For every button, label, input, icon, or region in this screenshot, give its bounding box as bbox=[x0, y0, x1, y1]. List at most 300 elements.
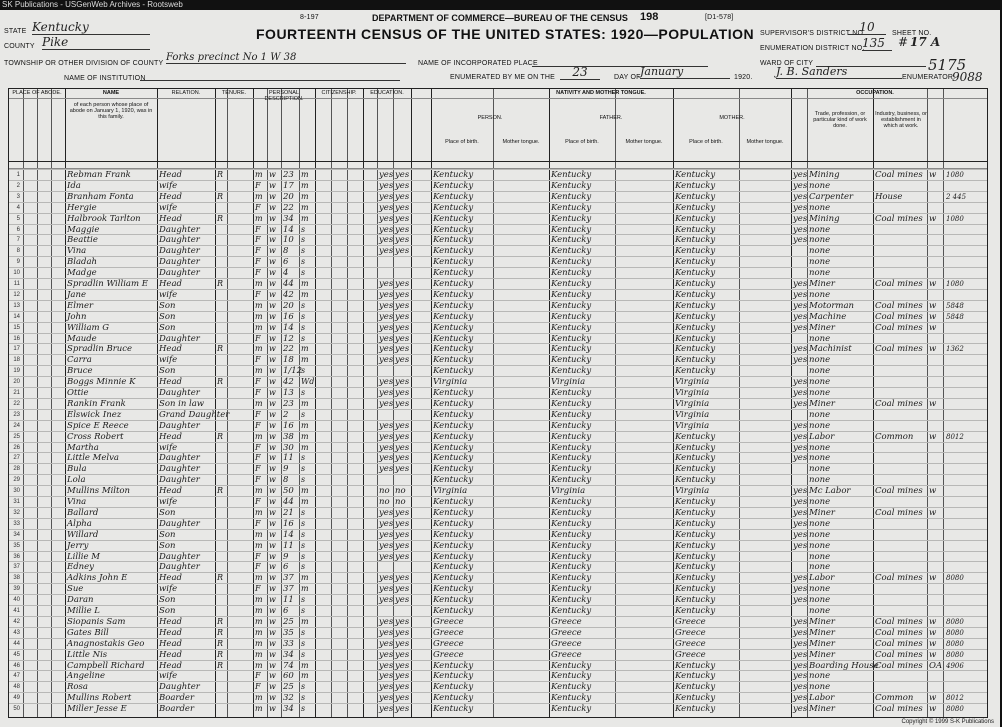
cell-ed1: yes bbox=[379, 704, 394, 715]
cell-mar: m bbox=[301, 671, 309, 681]
cell-fbp: Kentucky bbox=[551, 453, 592, 464]
cell-mbp: Kentucky bbox=[675, 453, 716, 464]
cell-rc: 4906 bbox=[946, 661, 964, 670]
cell-race: w bbox=[269, 529, 276, 539]
cell-race: w bbox=[269, 213, 276, 223]
corner-number-2: 9088 bbox=[952, 70, 983, 84]
cell-ed1: yes bbox=[379, 333, 394, 344]
cell-age: 34 bbox=[283, 704, 294, 715]
cell-sex: m bbox=[255, 627, 263, 637]
cell-name: Maude bbox=[67, 333, 97, 344]
cell-ed2: yes bbox=[395, 322, 410, 333]
cell-ed1: yes bbox=[379, 660, 394, 671]
cell-mar: m bbox=[301, 289, 309, 299]
cell-fbp: Kentucky bbox=[551, 235, 592, 246]
cell-mbp: Kentucky bbox=[675, 584, 716, 595]
cell-sex: m bbox=[255, 638, 263, 648]
cell-bp: Kentucky bbox=[433, 518, 474, 529]
header-nativity: NATIVITY AND MOTHER TONGUE. bbox=[556, 90, 646, 96]
cell-ed1: yes bbox=[379, 649, 394, 660]
cell-race: w bbox=[269, 595, 276, 605]
cell-rel: Grand Daughter bbox=[159, 409, 230, 420]
cell-mar: s bbox=[301, 311, 306, 321]
cell-trade: none bbox=[809, 388, 831, 398]
cell-ed2: yes bbox=[395, 300, 410, 311]
cell-ed1: yes bbox=[379, 584, 394, 595]
cell-trade: none bbox=[809, 409, 831, 420]
township-label: TOWNSHIP OR OTHER DIVISION OF COUNTY bbox=[4, 60, 164, 67]
cell-ind: Coal mines bbox=[875, 660, 923, 671]
cell-age: 74 bbox=[283, 660, 294, 671]
row-number: 26 bbox=[13, 444, 20, 451]
cell-trade: none bbox=[809, 235, 831, 246]
cell-ed1: yes bbox=[379, 638, 394, 649]
cell-trade: none bbox=[809, 442, 831, 453]
header-mother: MOTHER. bbox=[719, 115, 745, 121]
cell-ed2: yes bbox=[395, 627, 410, 638]
row-number: 19 bbox=[13, 368, 20, 375]
day-of-label: DAY OF bbox=[614, 74, 641, 81]
cell-cls: w bbox=[929, 170, 937, 180]
header-father-tongue: Mother tongue. bbox=[625, 139, 663, 145]
cell-trade: none bbox=[809, 180, 831, 191]
cell-rel: Daughter bbox=[159, 388, 200, 398]
cell-trade: none bbox=[809, 224, 831, 235]
cell-rel: wife bbox=[159, 497, 178, 507]
cell-mar: m bbox=[301, 202, 309, 212]
cell-name: Jane bbox=[67, 289, 86, 300]
header-relation: RELATION. bbox=[171, 90, 201, 96]
cell-bp: Kentucky bbox=[433, 420, 474, 431]
cell-rel: wife bbox=[159, 671, 178, 682]
cell-ten: R bbox=[217, 213, 224, 223]
cell-ed2: yes bbox=[395, 671, 410, 682]
cell-name: Miller Jesse E bbox=[67, 704, 127, 715]
cell-trade: Miner bbox=[809, 704, 835, 715]
cell-fbp: Kentucky bbox=[551, 464, 592, 475]
header-personal: PERSONAL DESCRIPTION. bbox=[264, 90, 304, 102]
cell-sex: F bbox=[255, 682, 261, 692]
cell-race: w bbox=[269, 268, 276, 278]
cell-age: 37 bbox=[283, 573, 294, 584]
cell-rel: Daughter bbox=[159, 257, 200, 268]
cell-ed1: yes bbox=[379, 671, 394, 682]
cell-name: Spradlin Bruce bbox=[67, 344, 133, 355]
row-number: 9 bbox=[16, 259, 20, 266]
cell-mbp: Kentucky bbox=[675, 431, 716, 442]
header-mother-birth: Place of birth. bbox=[689, 139, 723, 145]
cell-eng: yes bbox=[793, 518, 808, 529]
cell-mar: s bbox=[301, 682, 306, 692]
form-code: [D1-578] bbox=[705, 14, 734, 21]
row-number: 44 bbox=[13, 640, 20, 647]
cell-ed1: yes bbox=[379, 180, 394, 191]
cell-ed1: yes bbox=[379, 573, 394, 584]
cell-bp: Kentucky bbox=[433, 682, 474, 693]
cell-rc: 1080 bbox=[946, 280, 964, 288]
cell-age: 16 bbox=[283, 311, 294, 322]
header-person-birth: Place of birth. bbox=[445, 139, 479, 145]
sheet-value: 17 A bbox=[910, 35, 941, 49]
cell-eng: yes bbox=[793, 180, 808, 191]
cell-ed2: no bbox=[395, 497, 406, 507]
cell-cls: w bbox=[929, 300, 937, 311]
cell-rel: Head bbox=[159, 191, 182, 202]
row-number: 47 bbox=[13, 673, 20, 680]
cell-fbp: Kentucky bbox=[551, 431, 592, 442]
cell-rel: Daughter bbox=[159, 246, 200, 257]
cell-mar: Wd bbox=[301, 377, 315, 387]
cell-fbp: Kentucky bbox=[551, 704, 592, 715]
cell-cls: OA bbox=[929, 660, 943, 671]
cell-trade: none bbox=[809, 497, 831, 507]
cell-mbp: Kentucky bbox=[675, 344, 716, 355]
cell-bp: Kentucky bbox=[433, 584, 474, 595]
cell-trade: none bbox=[809, 377, 831, 388]
cell-rc: 8012 bbox=[946, 694, 964, 703]
cell-ed2: yes bbox=[395, 453, 410, 464]
row-number: 24 bbox=[13, 422, 20, 429]
cell-ed1: yes bbox=[379, 279, 394, 289]
cell-ed2: yes bbox=[395, 660, 410, 671]
cell-ed2: yes bbox=[395, 279, 410, 289]
cell-ind: Coal mines bbox=[875, 279, 923, 289]
cell-ten: R bbox=[217, 616, 224, 626]
cell-mbp: Greece bbox=[675, 649, 706, 660]
cell-mbp: Kentucky bbox=[675, 442, 716, 453]
page-title: FOURTEENTH CENSUS OF THE UNITED STATES: 1920—POPULATION bbox=[256, 26, 755, 42]
cell-ten: R bbox=[217, 170, 224, 179]
cell-fbp: Kentucky bbox=[551, 606, 592, 616]
cell-rel: wife bbox=[159, 202, 178, 213]
cell-fbp: Kentucky bbox=[551, 584, 592, 595]
cell-fbp: Greece bbox=[551, 649, 582, 660]
county-value: Pike bbox=[42, 35, 150, 50]
cell-eng: yes bbox=[793, 377, 808, 388]
cell-cls: w bbox=[929, 507, 937, 518]
cell-sex: m bbox=[255, 606, 263, 615]
cell-sex: m bbox=[255, 213, 263, 223]
cell-cls: w bbox=[929, 693, 937, 704]
cell-cls: w bbox=[929, 279, 937, 289]
cell-ten: R bbox=[217, 573, 224, 583]
cell-cls: w bbox=[929, 486, 937, 497]
incorporated-label: NAME OF INCORPORATED PLACE bbox=[418, 60, 538, 67]
cell-eng: yes bbox=[793, 388, 808, 398]
cell-mbp: Virginia bbox=[675, 377, 710, 388]
cell-race: w bbox=[269, 562, 276, 572]
cell-bp: Kentucky bbox=[433, 235, 474, 246]
cell-fbp: Greece bbox=[551, 638, 582, 649]
cell-mar: m bbox=[301, 398, 309, 408]
form-number: 8-197 bbox=[300, 14, 319, 21]
cell-sex: F bbox=[255, 224, 261, 234]
cell-sex: F bbox=[255, 475, 261, 485]
cell-fbp: Virginia bbox=[551, 377, 586, 388]
cell-rel: Head bbox=[159, 344, 182, 355]
cell-mar: s bbox=[301, 540, 306, 550]
cell-ten: R bbox=[217, 344, 224, 354]
cell-race: w bbox=[269, 497, 276, 506]
cell-rc: 1080 bbox=[946, 214, 964, 223]
cell-eng: yes bbox=[793, 529, 808, 540]
cell-name: Branham Fonta bbox=[67, 191, 134, 202]
cell-fbp: Kentucky bbox=[551, 562, 592, 573]
enumerated-month: January bbox=[640, 65, 730, 79]
cell-fbp: Kentucky bbox=[551, 595, 592, 606]
cell-name: Siopanis Sam bbox=[67, 616, 126, 627]
cell-age: 20 bbox=[283, 191, 294, 202]
cell-mbp: Virginia bbox=[675, 388, 710, 398]
cell-age: 33 bbox=[283, 638, 294, 649]
cell-eng: yes bbox=[793, 540, 808, 551]
cell-rel: Head bbox=[159, 649, 182, 660]
cell-mar: s bbox=[301, 388, 306, 397]
cell-sex: m bbox=[255, 486, 263, 496]
cell-sex: m bbox=[255, 431, 263, 441]
cell-cls: w bbox=[929, 573, 937, 584]
cell-ed2: yes bbox=[395, 616, 410, 627]
cell-race: w bbox=[269, 573, 276, 583]
cell-mar: s bbox=[301, 268, 306, 278]
ward-label: WARD OF CITY bbox=[760, 60, 814, 67]
cell-mbp: Kentucky bbox=[675, 595, 716, 606]
cell-fbp: Kentucky bbox=[551, 507, 592, 518]
cell-mbp: Kentucky bbox=[675, 475, 716, 486]
cell-race: w bbox=[269, 355, 276, 365]
cell-fbp: Kentucky bbox=[551, 268, 592, 279]
cell-mbp: Greece bbox=[675, 616, 706, 627]
cell-mar: m bbox=[301, 486, 309, 496]
cell-rel: Head bbox=[159, 431, 182, 442]
row-number: 14 bbox=[13, 313, 20, 320]
cell-ed2: yes bbox=[395, 540, 410, 551]
cell-sex: m bbox=[255, 279, 263, 288]
cell-trade: none bbox=[809, 355, 831, 366]
cell-name: Carra bbox=[67, 355, 92, 366]
cell-name: Rosa bbox=[67, 682, 88, 693]
cell-trade: none bbox=[809, 289, 831, 300]
cell-ind: Coal mines bbox=[875, 213, 923, 224]
header-father-birth: Place of birth. bbox=[565, 139, 599, 145]
cell-sex: m bbox=[255, 191, 263, 201]
cell-mar: s bbox=[301, 475, 306, 485]
cell-name: Campbell Richard bbox=[67, 660, 145, 671]
cell-eng: yes bbox=[793, 202, 808, 213]
cell-mbp: Kentucky bbox=[675, 235, 716, 246]
cell-trade: none bbox=[809, 464, 831, 475]
cell-bp: Kentucky bbox=[433, 289, 474, 300]
supervisor-value: 10 bbox=[848, 20, 886, 35]
row-number: 10 bbox=[13, 270, 20, 277]
cell-ind: Coal mines bbox=[875, 638, 923, 649]
cell-trade: Labor bbox=[809, 573, 835, 584]
cell-rc: 8080 bbox=[946, 650, 964, 659]
cell-age: 2 bbox=[283, 409, 289, 420]
cell-trade: Mining bbox=[809, 170, 840, 180]
institution-value bbox=[140, 68, 400, 81]
cell-race: w bbox=[269, 300, 276, 310]
cell-trade: Miner bbox=[809, 627, 835, 638]
row-number: 43 bbox=[13, 629, 20, 636]
cell-eng: yes bbox=[793, 289, 808, 300]
cell-ed1: yes bbox=[379, 682, 394, 693]
cell-ind: Coal mines bbox=[875, 322, 923, 333]
cell-rel: Daughter bbox=[159, 224, 200, 235]
cell-bp: Greece bbox=[433, 638, 464, 649]
cell-sex: F bbox=[255, 235, 261, 245]
cell-mar: s bbox=[301, 257, 306, 267]
cell-age: 9 bbox=[283, 551, 289, 562]
cell-rc: 8080 bbox=[946, 574, 964, 583]
cell-ed2: yes bbox=[395, 693, 410, 704]
cell-mbp: Kentucky bbox=[675, 507, 716, 518]
cell-bp: Kentucky bbox=[433, 507, 474, 518]
cell-ed1: yes bbox=[379, 595, 394, 606]
cell-mbp: Kentucky bbox=[675, 606, 716, 616]
cell-race: w bbox=[269, 170, 276, 179]
cell-eng: yes bbox=[793, 279, 808, 289]
cell-mbp: Kentucky bbox=[675, 268, 716, 279]
cell-race: w bbox=[269, 202, 276, 212]
cell-age: 10 bbox=[283, 235, 294, 246]
cell-trade: Miner bbox=[809, 649, 835, 660]
enumerated-day: 23 bbox=[560, 65, 600, 80]
cell-age: 9 bbox=[283, 464, 289, 475]
cell-ed1: yes bbox=[379, 551, 394, 562]
cell-ind: Coal mines bbox=[875, 170, 923, 180]
cell-rel: Son bbox=[159, 540, 176, 551]
cell-mar: s bbox=[301, 704, 306, 714]
cell-ed1: yes bbox=[379, 213, 394, 224]
cell-ed2: yes bbox=[395, 333, 410, 344]
cell-rel: wife bbox=[159, 584, 178, 595]
cell-ed2: yes bbox=[395, 202, 410, 213]
cell-rel: Son bbox=[159, 606, 176, 616]
cell-mar: s bbox=[301, 366, 306, 376]
cell-trade: Mining bbox=[809, 213, 840, 224]
row-number: 11 bbox=[13, 281, 20, 287]
cell-rel: Son bbox=[159, 366, 176, 377]
cell-bp: Kentucky bbox=[433, 671, 474, 682]
row-number: 40 bbox=[13, 597, 20, 604]
cell-ed2: yes bbox=[395, 551, 410, 562]
cell-cls: w bbox=[929, 627, 937, 638]
cell-age: 37 bbox=[283, 584, 294, 595]
cell-race: w bbox=[269, 693, 276, 703]
cell-ed2: yes bbox=[395, 311, 410, 322]
cell-sex: m bbox=[255, 170, 263, 179]
cell-age: 50 bbox=[283, 486, 294, 497]
cell-eng: yes bbox=[793, 660, 808, 671]
cell-rel: Daughter bbox=[159, 235, 200, 246]
cell-sex: F bbox=[255, 246, 261, 256]
cell-name: Elmer bbox=[67, 300, 94, 311]
cell-trade: none bbox=[809, 529, 831, 540]
cell-name: Elswick Inez bbox=[67, 409, 122, 420]
cell-mar: m bbox=[301, 584, 309, 594]
cell-mar: m bbox=[301, 497, 309, 506]
row-number: 42 bbox=[13, 618, 20, 625]
cell-mar: s bbox=[301, 551, 306, 561]
row-number: 4 bbox=[16, 204, 20, 211]
cell-fbp: Kentucky bbox=[551, 213, 592, 224]
cell-ten: R bbox=[217, 191, 224, 201]
cell-bp: Kentucky bbox=[433, 431, 474, 442]
cell-mar: m bbox=[301, 420, 309, 430]
cell-mar: m bbox=[301, 170, 309, 179]
cell-ed1: yes bbox=[379, 616, 394, 627]
cell-ed1: yes bbox=[379, 191, 394, 202]
row-number: 15 bbox=[13, 324, 20, 331]
cell-age: 6 bbox=[283, 562, 289, 573]
cell-fbp: Kentucky bbox=[551, 398, 592, 409]
cell-fbp: Kentucky bbox=[551, 540, 592, 551]
cell-rel: Son bbox=[159, 300, 176, 311]
cell-name: Halbrook Tarlton bbox=[67, 213, 141, 224]
cell-ed2: no bbox=[395, 486, 406, 497]
cell-sex: m bbox=[255, 507, 263, 517]
cell-ed2: yes bbox=[395, 682, 410, 693]
cell-trade: none bbox=[809, 595, 831, 606]
cell-name: Bladah bbox=[67, 257, 98, 268]
cell-eng: yes bbox=[793, 682, 808, 693]
cell-ed1: yes bbox=[379, 170, 394, 180]
cell-trade: none bbox=[809, 671, 831, 682]
header-industry: Industry, business, or establishment in which at work. bbox=[875, 111, 927, 129]
cell-eng: yes bbox=[793, 616, 808, 627]
cell-bp: Kentucky bbox=[433, 595, 474, 606]
cell-sex: F bbox=[255, 355, 261, 365]
cell-fbp: Kentucky bbox=[551, 333, 592, 344]
cell-ind: Coal mines bbox=[875, 486, 923, 497]
cell-ten: R bbox=[217, 627, 224, 637]
cell-rel: Head bbox=[159, 616, 182, 627]
cell-mar: s bbox=[301, 627, 306, 637]
cell-fbp: Kentucky bbox=[551, 671, 592, 682]
cell-bp: Kentucky bbox=[433, 497, 474, 507]
cell-bp: Kentucky bbox=[433, 202, 474, 213]
cell-mbp: Kentucky bbox=[675, 311, 716, 322]
cell-ed2: yes bbox=[395, 388, 410, 398]
cell-mbp: Kentucky bbox=[675, 289, 716, 300]
row-number: 45 bbox=[13, 651, 20, 658]
cell-eng: yes bbox=[793, 704, 808, 715]
cell-rel: Son bbox=[159, 595, 176, 606]
row-number: 8 bbox=[16, 248, 20, 255]
cell-mbp: Kentucky bbox=[675, 562, 716, 573]
cell-age: 25 bbox=[283, 682, 294, 693]
cell-mbp: Kentucky bbox=[675, 300, 716, 311]
copyright: Copyright © 1999 S-K Publications bbox=[901, 719, 994, 725]
cell-age: 12 bbox=[283, 333, 294, 344]
enumerator-label: ENUMERATOR. bbox=[902, 74, 956, 81]
cell-race: w bbox=[269, 377, 276, 387]
cell-bp: Kentucky bbox=[433, 398, 474, 409]
cell-ed2: yes bbox=[395, 704, 410, 715]
cell-race: w bbox=[269, 649, 276, 659]
cell-mar: m bbox=[301, 573, 309, 583]
cell-race: w bbox=[269, 180, 276, 190]
cell-cls: w bbox=[929, 398, 937, 409]
cell-fbp: Kentucky bbox=[551, 693, 592, 704]
cell-sex: m bbox=[255, 540, 263, 550]
cell-fbp: Greece bbox=[551, 616, 582, 627]
row-number: 41 bbox=[13, 608, 20, 614]
row-number: 23 bbox=[13, 411, 20, 418]
cell-ed2: yes bbox=[395, 595, 410, 606]
cell-rel: wife bbox=[159, 180, 178, 191]
